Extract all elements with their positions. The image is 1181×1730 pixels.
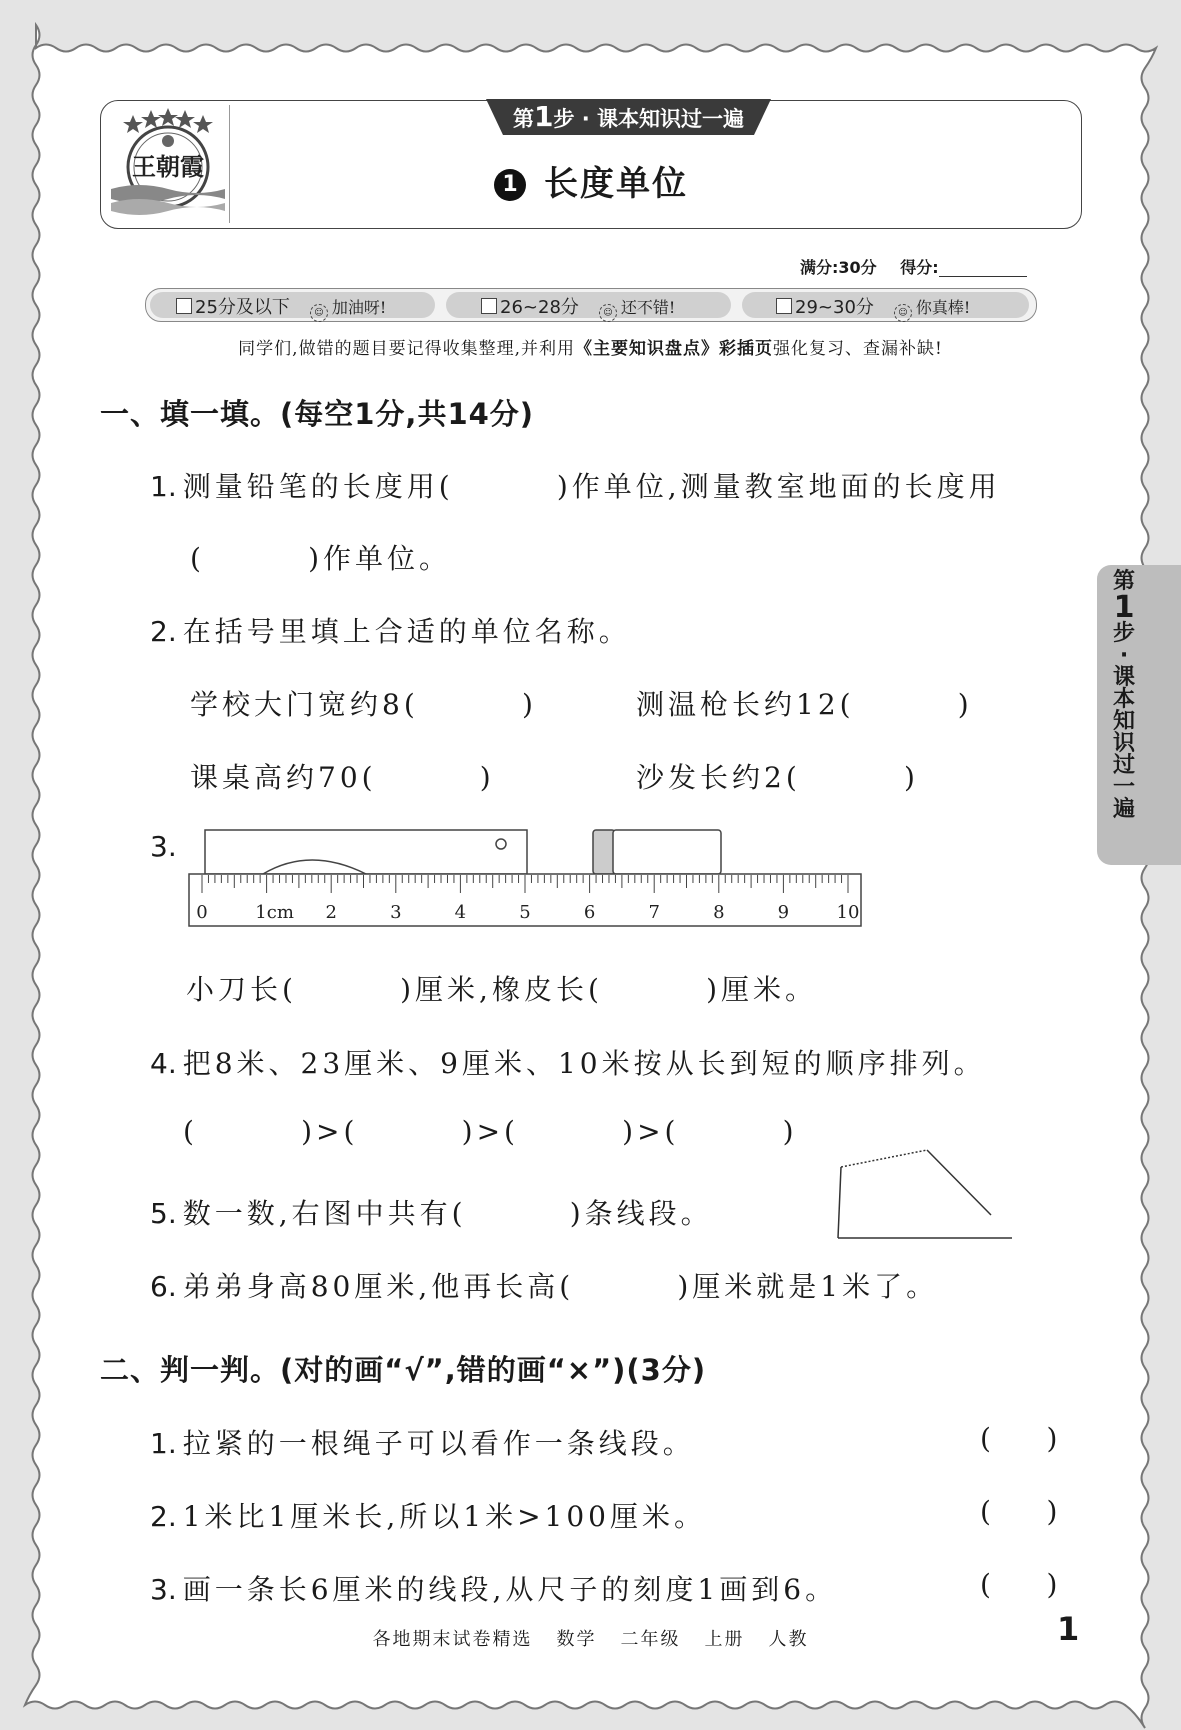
rating-checkbox-3[interactable] [776,298,792,314]
eraser-sleeve [593,830,615,874]
full-score-label: 满分:30分 [800,258,877,277]
segment-left [838,1167,841,1238]
q5-prompt: 5. 数一数,右图中共有( )条线段。 [150,1197,713,1230]
knife-blade [205,830,527,874]
eraser-body [613,830,721,874]
side-tab-char: 过 [1112,753,1135,778]
ruler-label: 8 [713,902,725,923]
q3-number: 3. [150,830,177,863]
section2-title: 二、判一判。(对的画“√”,错的画“×”)(3分) [100,1353,707,1387]
judge-item-1: 1. 拉紧的一根绳子可以看作一条线段。 [150,1427,695,1460]
segment-right [927,1150,991,1215]
side-tab-char: 遍 [1112,797,1135,822]
q3-answer: 小刀长( )厘米,橡皮长( )厘米。 [186,973,818,1006]
side-tab-char: · [1119,643,1129,668]
lesson-number-badge: 1 [494,169,526,201]
rating-checkbox-1[interactable] [176,298,192,314]
ruler-label: 5 [519,902,531,923]
side-tab-char: 识 [1112,731,1135,756]
q2-prompt: 2. 在括号里填上合适的单位名称。 [150,615,631,648]
q1-line2: ( )作单位。 [190,542,452,575]
self-rating-bar [145,288,1037,322]
step-tab [486,99,771,135]
ruler-label: 10 [836,902,860,923]
q1-line1: 1. 测量铅笔的长度用( )作单位,测量教室地面的长度用 [150,470,1001,503]
got-score-label: 得分: [900,258,939,277]
q2-item-d: 沙发长约2( ) [636,761,919,794]
cheer-face-icon: ☺ [310,304,328,322]
ruler-label: 2 [325,902,337,923]
footer: 各地期末试卷精选 数学 二年级 上册 人教 [372,1629,809,1650]
study-note: 同学们,做错的题目要记得收集整理,并利用《主要知识盘点》彩插页强化复习、查漏补缺! [238,339,943,359]
q6-prompt: 6. 弟弟身高80厘米,他再长高( )厘米就是1米了。 [150,1270,939,1303]
star-face-icon: ☺ [894,304,912,322]
svg-text:王朝霞: 王朝霞 [132,152,204,181]
rating-checkbox-2[interactable] [481,298,497,314]
rating-option-1[interactable]: 25分及以下 ☺ 加油呀! [176,293,386,322]
q2-item-c: 课桌高约70( ) [190,761,495,794]
segment-dotted [841,1150,927,1167]
q2-item-a: 学校大门宽约8( ) [190,688,537,721]
rating-option-3[interactable]: 29~30分 ☺ 你真棒! [776,293,970,322]
side-tab-char: 第 [1112,569,1135,594]
judge-item-3: 3. 画一条长6厘米的线段,从尺子的刻度1画到6。 [150,1573,838,1606]
side-tab-char: 1 [1113,590,1135,625]
side-tab-char: 一 [1112,775,1135,800]
score-line [800,255,1027,278]
q2-item-b: 测温枪长约12( ) [636,688,973,721]
ruler-label: 7 [648,902,660,923]
step-label: 第1步 · 课本知识过一遍 [512,100,745,133]
q4-prompt: 4. 把8米、23厘米、9厘米、10米按从长到短的顺序排列。 [150,1047,986,1080]
side-tab-char: 课 [1112,665,1135,690]
side-tab-char: 知 [1112,709,1135,734]
ruler-label: 3 [390,902,402,923]
ruler-label: 6 [583,902,596,923]
side-tab-char: 本 [1112,687,1135,712]
line-segment-figure [835,1145,1015,1245]
lesson-title: 1 长度单位 [101,156,1081,205]
rating-option-2[interactable]: 26~28分 ☺ 还不错! [481,293,675,322]
ruler-figure [188,826,868,930]
judge-item-2: 2. 1米比1厘米长,所以1米>100厘米。 [150,1500,706,1533]
judge-blank-1[interactable]: ( ) [980,1422,1062,1455]
ruler-label: 0 [196,902,208,923]
knife-hole [496,839,506,849]
q4-answer: ( )>( )>( )>( ) [183,1115,798,1148]
side-tab-char: 步 [1112,621,1135,646]
smile-face-icon: ☺ [599,304,617,322]
ruler-label: 1cm [255,902,294,923]
lesson-header [100,100,1082,229]
section1-title: 一、填一填。(每空1分,共14分) [100,397,535,431]
ruler-label: 4 [454,902,467,923]
page-number: 1 [1057,1610,1080,1648]
score-blank[interactable] [939,260,1027,277]
side-step-tab [1097,565,1181,865]
judge-blank-3[interactable]: ( ) [980,1568,1062,1601]
judge-blank-2[interactable]: ( ) [980,1495,1062,1528]
ruler-label: 9 [777,902,790,923]
